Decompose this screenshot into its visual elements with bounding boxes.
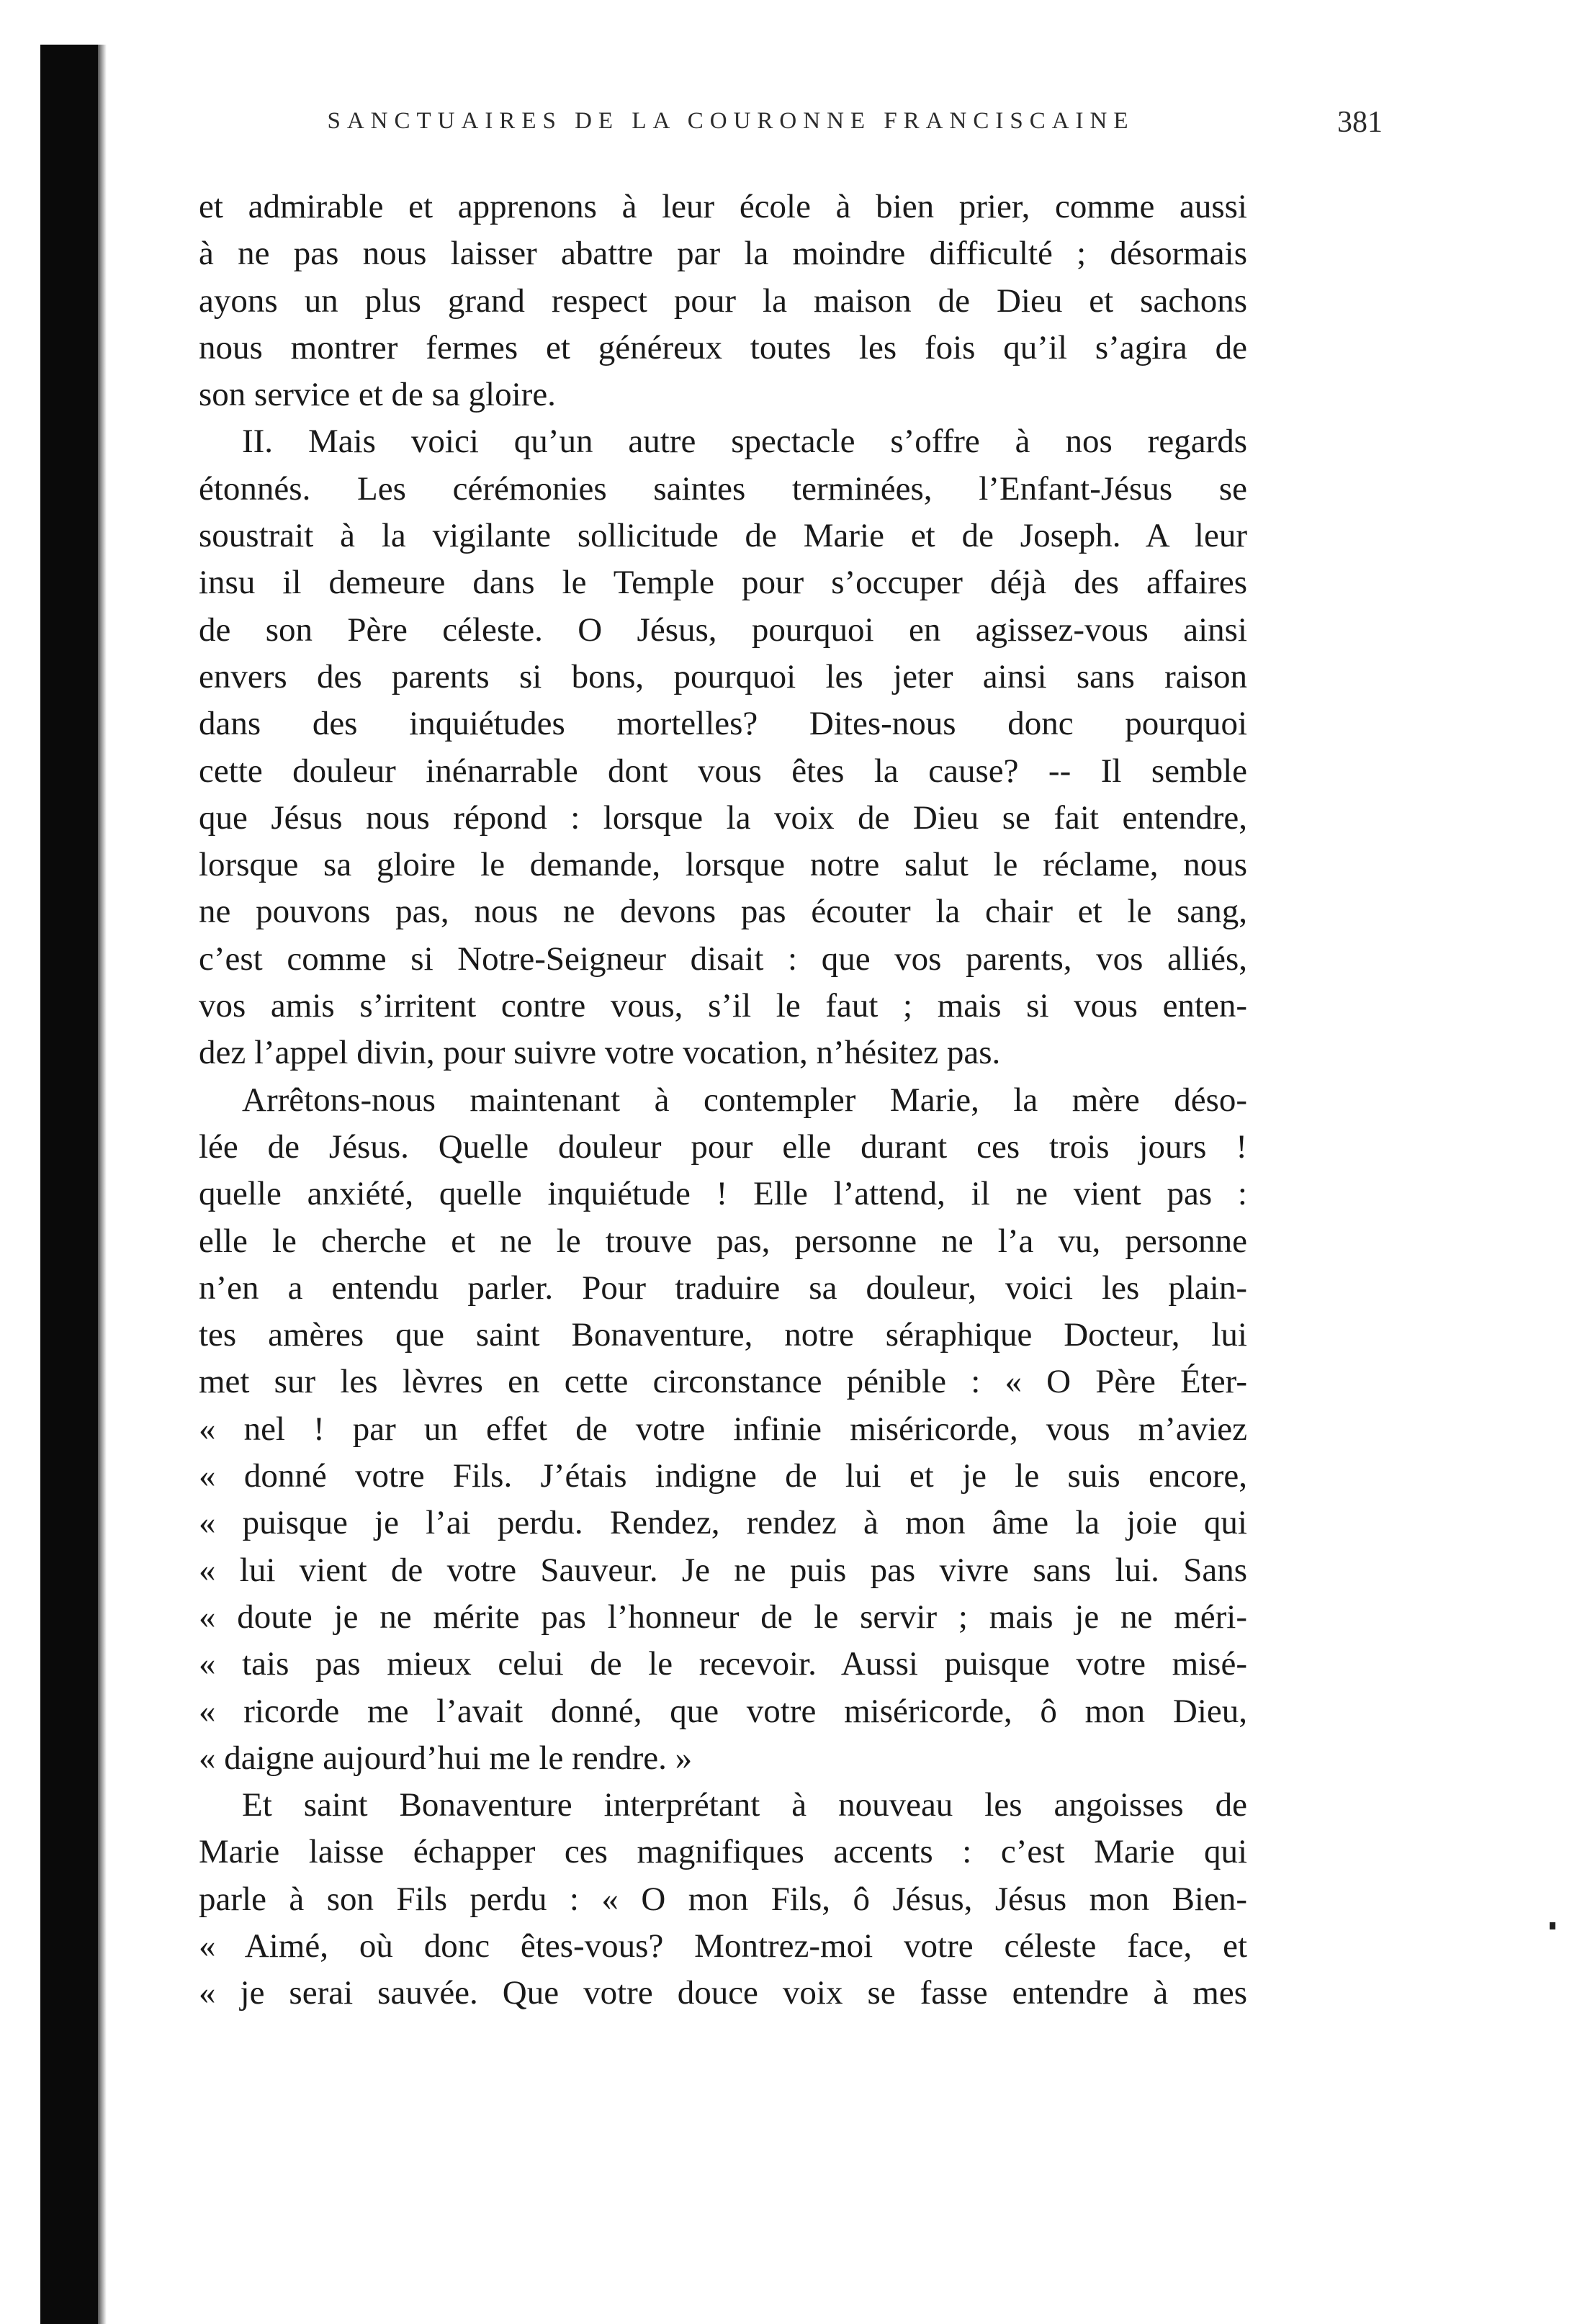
text-line: « puisque je l’ai perdu. Rendez, rendez à mon âme la joie qui	[199, 1504, 1247, 1542]
text-line: Marie laisse échapper ces magnifiques accents : c’est Marie qui	[199, 1833, 1247, 1871]
running-head: SANCTUAIRES DE LA COURONNE FRANCISCAINE	[327, 108, 1135, 134]
text-line: son service et de sa gloire.	[199, 376, 556, 414]
margin-speck	[1550, 1922, 1555, 1929]
text-line: envers des parents si bons, pourquoi les jeter ainsi sans raison	[199, 657, 1247, 695]
text-line: « nel ! par un effet de votre infinie miséricorde, vous m’aviez	[199, 1410, 1247, 1448]
text-line: vos amis s’irritent contre vous, s’il le faut ; mais si vous enten-	[199, 987, 1247, 1025]
text-line: « tais pas mieux celui de le recevoir. Aussi puisque votre misé-	[199, 1645, 1247, 1683]
text-line: c’est comme si Notre-Seigneur disait : que vos parents, vos alliés,	[199, 940, 1247, 978]
text-line: tes amères que saint Bonaventure, notre séraphique Docteur, lui	[199, 1316, 1247, 1354]
text-line: parle à son Fils perdu : « O mon Fils, ô Jésus, Jésus mon Bien-	[199, 1880, 1247, 1918]
text-line: met sur les lèvres en cette circonstance pénible : « O Père Éter-	[199, 1363, 1247, 1401]
text-line: quelle anxiété, quelle inquiétude ! Elle l’attend, il ne vient pas :	[199, 1175, 1247, 1213]
text-line: « Aimé, où donc êtes-vous? Montrez-moi votre céleste face, et	[199, 1927, 1247, 1965]
text-line: cette douleur inénarrable dont vous êtes la cause? -- Il semble	[199, 752, 1247, 790]
book-binding-edge	[40, 45, 98, 2324]
text-line: lorsque sa gloire le demande, lorsque notre salut le réclame, nous	[199, 846, 1247, 884]
page-number: 381	[1337, 106, 1383, 139]
text-line: insu il demeure dans le Temple pour s’occuper déjà des affaires	[199, 564, 1247, 602]
text-line: « donné votre Fils. J’étais indigne de lui et je le suis encore,	[199, 1457, 1247, 1495]
text-line: n’en a entendu parler. Pour traduire sa douleur, voici les plain-	[199, 1269, 1247, 1307]
text-line: soustrait à la vigilante sollicitude de Marie et de Joseph. A leur	[199, 517, 1247, 555]
text-line: Et saint Bonaventure interprétant à nouveau les angoisses de	[242, 1786, 1247, 1824]
text-line: « doute je ne mérite pas l’honneur de le servir ; mais je ne méri-	[199, 1598, 1247, 1636]
text-line: lée de Jésus. Quelle douleur pour elle durant ces trois jours !	[199, 1127, 1247, 1166]
text-line: nous montrer fermes et généreux toutes les fois qu’il s’agira de	[199, 328, 1247, 366]
text-line: à ne pas nous laisser abattre par la moindre difficulté ; désormais	[199, 235, 1247, 273]
text-line: dez l’appel divin, pour suivre votre vocation, n’hésitez pas.	[199, 1034, 1001, 1072]
text-line: et admirable et apprenons à leur école à bien prier, comme aussi	[199, 188, 1247, 225]
text-line: Arrêtons-nous maintenant à contempler Marie, la mère déso-	[242, 1081, 1247, 1119]
body-text	[199, 184, 1247, 2017]
text-line: « lui vient de votre Sauveur. Je ne puis pas vivre sans lui. Sans	[199, 1551, 1247, 1589]
text-line: que Jésus nous répond : lorsque la voix de Dieu se fait entendre,	[199, 798, 1247, 837]
text-line: « daigne aujourd’hui me le rendre. »	[199, 1739, 693, 1777]
text-line: étonnés. Les cérémonies saintes terminées, l’Enfant-Jésus se	[199, 469, 1247, 508]
text-line: dans des inquiétudes mortelles? Dites-nous donc pourquoi	[199, 705, 1247, 743]
text-line: « je serai sauvée. Que votre douce voix se fasse entendre à mes	[199, 1974, 1247, 2012]
text-line: elle le cherche et ne le trouve pas, personne ne l’a vu, personne	[199, 1222, 1247, 1260]
text-line: II. Mais voici qu’un autre spectacle s’offre à nos regards	[242, 423, 1247, 461]
text-line: de son Père céleste. O Jésus, pourquoi en agissez-vous ainsi	[199, 611, 1247, 649]
text-line: « ricorde me l’avait donné, que votre miséricorde, ô mon Dieu,	[199, 1692, 1247, 1730]
text-line: ne pouvons pas, nous ne devons pas écouter la chair et le sang,	[199, 893, 1247, 931]
text-line: ayons un plus grand respect pour la maison de Dieu et sachons	[199, 282, 1247, 320]
